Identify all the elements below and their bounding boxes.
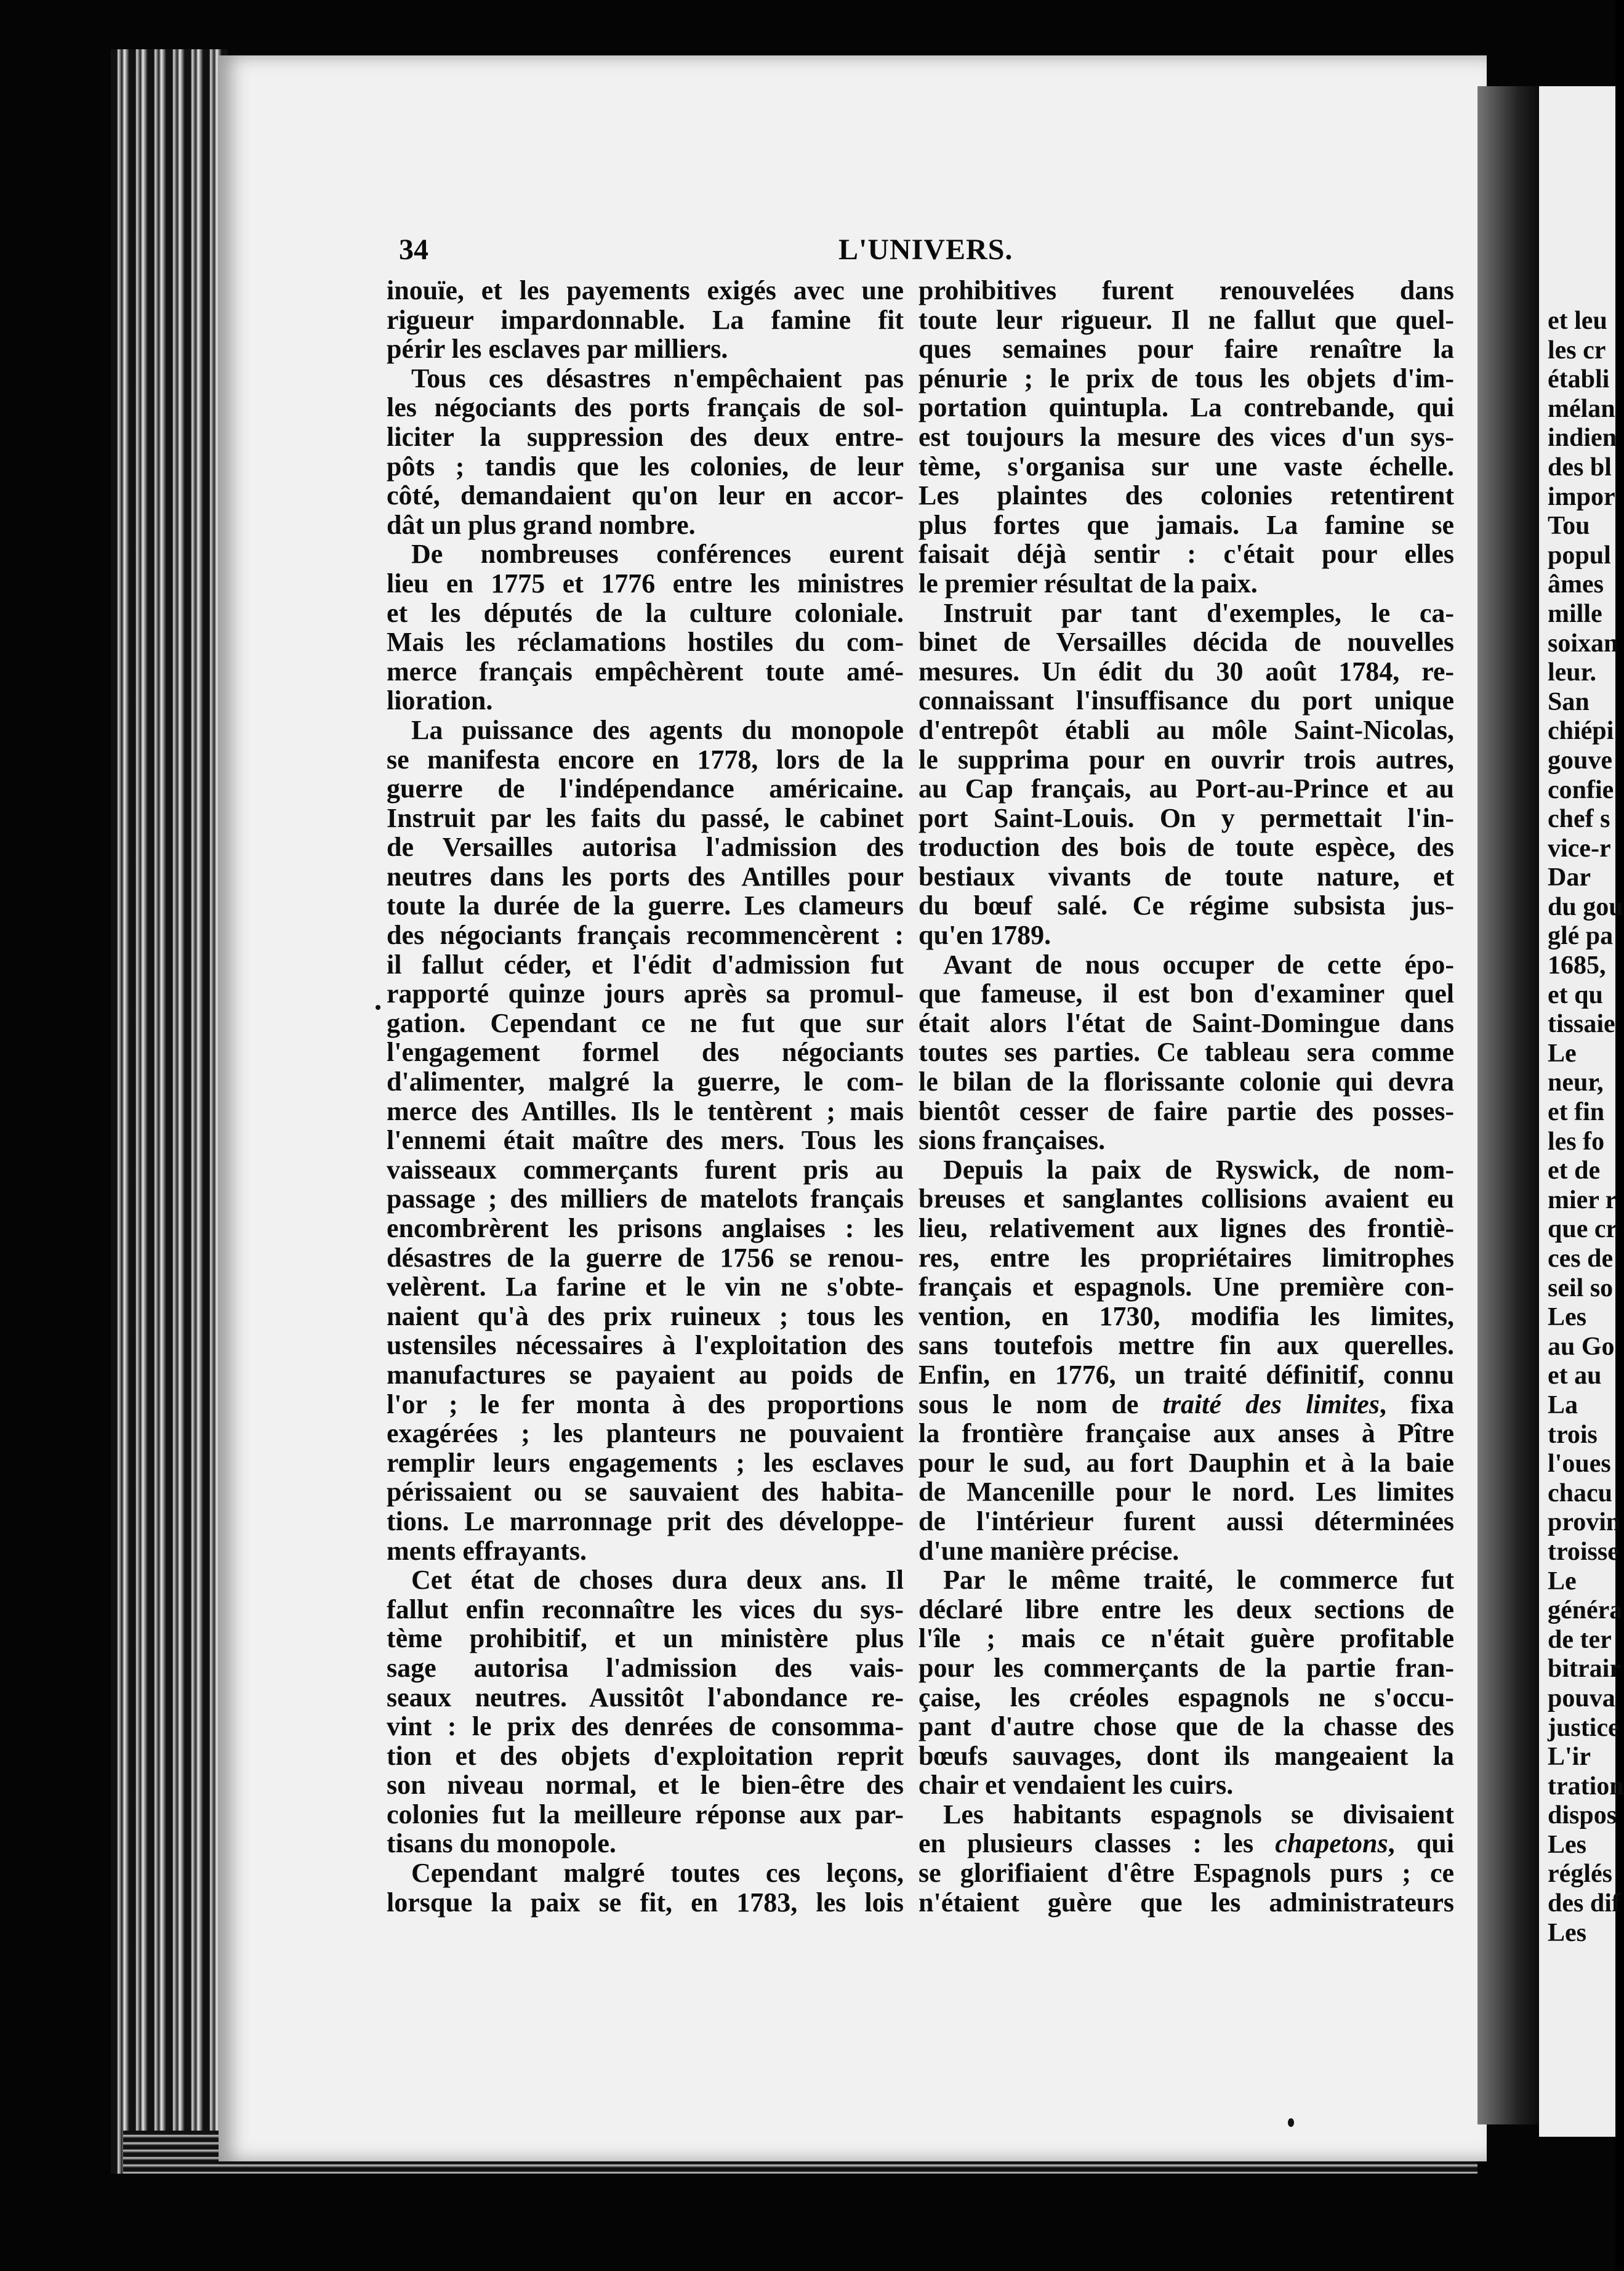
text-line: connaissant l'insuffisance du port unique <box>919 685 1454 716</box>
facing-page-fragment: généra <box>1548 1596 1623 1625</box>
text-line: encombrèrent les prisons anglaises : les <box>387 1213 904 1243</box>
running-title: L'UNIVERS. <box>838 233 1013 266</box>
text-line: naient qu'à des prix ruineux ; tous les <box>387 1301 904 1331</box>
text-line: tème prohibitif, et un ministère plus <box>387 1623 904 1654</box>
facing-page-fragment: des dif <box>1548 1889 1620 1918</box>
text-line: Les habitants espagnols se divisaient <box>943 1799 1454 1829</box>
facing-page-fragment: neur, <box>1548 1068 1604 1097</box>
facing-page-fragment: 1685, <box>1548 951 1606 980</box>
facing-page-fragment: Tou <box>1548 512 1590 541</box>
text-line: Depuis la paix de Ryswick, de nom- <box>943 1154 1454 1185</box>
text-line: des négociants français recommencèrent : <box>387 920 904 951</box>
text-line: inouïe, et les payements exigés avec une <box>387 275 904 305</box>
text-line: de l'intérieur furent aussi déterminées <box>919 1506 1454 1536</box>
text-line: n'étaient guère que les administrateurs <box>919 1887 1454 1918</box>
facing-page-fragment: trois <box>1548 1420 1598 1449</box>
facing-page-fragment: tissaie <box>1548 1010 1615 1039</box>
text-line: ustensiles nécessaires à l'exploitation des <box>387 1330 904 1361</box>
text-line: au Cap français, au Port-au-Prince et au <box>919 773 1454 804</box>
text-line: l'île ; mais ce n'était guère profitable <box>919 1623 1454 1654</box>
text-line: passage ; des milliers de matelots français <box>387 1184 904 1214</box>
text-line: pour les commerçants de la partie fran- <box>919 1652 1454 1683</box>
text-line: le bilan de la florissante colonie qui devra <box>919 1067 1454 1097</box>
text-line: toute la durée de la guerre. Les clameurs <box>387 890 904 921</box>
text-line: Par le même traité, le commerce fut <box>943 1565 1454 1595</box>
text-line: binet de Versailles décida de nouvelles <box>919 627 1454 658</box>
facing-page-fragment: troisse <box>1548 1537 1619 1566</box>
facing-page-fragment: Le <box>1548 1567 1577 1595</box>
facing-page-fragment: glé pa <box>1548 922 1614 951</box>
text-line: pôts ; tandis que les colonies, de leur <box>387 451 904 482</box>
text-line: tisans du monopole. <box>387 1828 616 1859</box>
facing-page-fragment: chacu <box>1548 1478 1612 1507</box>
facing-page-fragment: vice-r <box>1548 834 1611 863</box>
text-line: périssaient ou se sauvaient des habita- <box>387 1477 904 1507</box>
text-line: ments effrayants. <box>387 1535 587 1566</box>
right-column <box>919 276 1454 1917</box>
text-line: la frontière française aux anses à Pître <box>919 1418 1454 1449</box>
text-line: il fallut céder, et l'édit d'admission fut <box>387 949 904 980</box>
text-line: en plusieurs classes : les chapetons, qui <box>919 1828 1454 1859</box>
text-line: neutres dans les ports des Antilles pour <box>387 861 904 892</box>
text-line: res, entre les propriétaires limitrophes <box>919 1242 1454 1273</box>
text-line: faisait déjà sentir : c'était pour elles <box>919 539 1454 570</box>
facing-page-fragment: impor <box>1548 482 1615 511</box>
text-line: portation quintupla. La contrebande, qui <box>919 392 1454 423</box>
text-line: sage autorisa l'admission des vais- <box>387 1652 904 1683</box>
facing-page-fragment: bitrair <box>1548 1655 1621 1684</box>
facing-page-fragment: des bl <box>1548 453 1612 482</box>
facing-page-fragment: mier r <box>1548 1185 1617 1214</box>
text-line: bœufs sauvages, dont ils mangeaient la <box>919 1740 1454 1771</box>
facing-page-fragment: confie <box>1548 775 1614 804</box>
text-line: mesures. Un édit du 30 août 1784, re- <box>919 656 1454 687</box>
facing-page-fragment: et leu <box>1548 307 1607 335</box>
text-line: côté, demandaient qu'on leur en accor- <box>387 480 904 511</box>
text-line: velèrent. La farine et le vin ne s'obte- <box>387 1272 904 1302</box>
facing-page-fragment: établi <box>1548 365 1610 394</box>
facing-page-fragment: soixan <box>1548 629 1618 658</box>
text-line: le premier résultat de la paix. <box>919 568 1258 599</box>
text-line: port Saint-Louis. On y permettait l'in- <box>919 802 1454 833</box>
facing-page-fragment: pouva <box>1548 1684 1615 1712</box>
text-line: l'engagement formel des négociants <box>387 1037 904 1068</box>
text-line: que fameuse, il est bon d'examiner quel <box>919 978 1454 1009</box>
text-line: Les plaintes des colonies retentirent <box>919 480 1454 511</box>
text-line: pénurie ; le prix de tous les objets d'im- <box>919 363 1454 393</box>
text-line: prohibitives furent renouvelées dans <box>919 275 1454 305</box>
facing-page-fragment: et qu <box>1548 980 1603 1009</box>
facing-page-fragment: les fo <box>1548 1127 1605 1156</box>
text-line: bestiaux vivants de toute nature, et <box>919 861 1454 892</box>
text-line: le supprima pour en ouvrir trois autres, <box>919 744 1454 775</box>
text-line: Instruit par tant d'exemples, le ca- <box>943 597 1454 628</box>
facing-page-fragment: âmes <box>1548 570 1604 599</box>
book-page-edges <box>111 49 228 2174</box>
text-line: l'or ; le fer monta à des proportions <box>387 1389 904 1419</box>
text-line: Tous ces désastres n'empêchaient pas <box>411 363 904 393</box>
text-line: sous le nom de traité des limites, fixa <box>919 1389 1454 1419</box>
text-line: tème, s'organisa sur une vaste échelle. <box>919 451 1454 482</box>
facing-page-fragment: ces de <box>1548 1244 1614 1273</box>
facing-page-fragment: du gou <box>1548 892 1623 921</box>
text-line: La puissance des agents du monopole <box>411 714 904 745</box>
facing-page-fragment: seil so <box>1548 1273 1614 1302</box>
text-line: lorsque la paix se fit, en 1783, les lois <box>387 1887 904 1918</box>
facing-page-fragment: Le <box>1548 1039 1577 1068</box>
facing-page-fragment: mille <box>1548 599 1602 628</box>
facing-page-fragment: et au <box>1548 1361 1602 1390</box>
text-line: vint : le prix des denrées de consomma- <box>387 1711 904 1742</box>
text-line: Instruit par les faits du passé, le cabinet <box>387 802 904 833</box>
text-line: Cet état de choses dura deux ans. Il <box>411 1565 904 1595</box>
facing-page-fragment: réglés <box>1548 1860 1612 1889</box>
text-line: lieu, relativement aux lignes des frontiè- <box>919 1213 1454 1243</box>
text-line: breuses et sanglantes collisions avaient eu <box>919 1184 1454 1214</box>
facing-page-fragment: chiépi <box>1548 717 1614 746</box>
text-line: son niveau normal, et le bien-être des <box>387 1770 904 1801</box>
text-line: ques semaines pour faire renaître la <box>919 334 1454 365</box>
text-line: vaisseaux commerçants furent pris au <box>387 1154 904 1185</box>
text-line: toute leur rigueur. Il ne fallut que quel- <box>919 304 1454 335</box>
text-line: se glorifiaient d'être Espagnols purs ; ce <box>919 1858 1454 1889</box>
ink-speck <box>1288 2118 1294 2127</box>
text-line: est toujours la mesure des vices d'un sys- <box>919 421 1454 452</box>
text-line: sans toutefois mettre fin aux querelles. <box>919 1330 1454 1361</box>
facing-page-fragment: gouve <box>1548 746 1612 775</box>
gutter-shadow <box>1477 86 1545 2124</box>
text-line: gation. Cependant ce ne fut que sur <box>387 1007 904 1038</box>
text-line: bientôt cesser de faire partie des posses- <box>919 1095 1454 1126</box>
text-line: vention, en 1730, modifia les limites, <box>919 1301 1454 1331</box>
text-line: de Mancenille pour le nord. Les limites <box>919 1477 1454 1507</box>
text-line: guerre de l'indépendance américaine. <box>387 773 904 804</box>
facing-page-fragment: provin <box>1548 1508 1621 1537</box>
facing-page-fragment: Dar <box>1548 863 1591 892</box>
facing-page-fragment: La <box>1548 1390 1578 1419</box>
text-line: les négociants des ports français de sol- <box>387 392 904 423</box>
text-line: et les députés de la culture coloniale. <box>387 597 904 628</box>
text-line: toutes ses parties. Ce tableau sera comme <box>919 1037 1454 1068</box>
text-line: troduction des bois de toute espèce, des <box>919 832 1454 863</box>
text-line: Cependant malgré toutes ces leçons, <box>411 1858 904 1889</box>
text-line: fallut enfin reconnaître les vices du sys- <box>387 1594 904 1624</box>
text-line: merce des Antilles. Ils le tentèrent ; mais <box>387 1095 904 1126</box>
text-line: liciter la suppression des deux entre- <box>387 421 904 452</box>
text-line: dât un plus grand nombre. <box>387 509 696 540</box>
text-line: se manifesta encore en 1778, lors de la <box>387 744 904 775</box>
facing-page-fragment: dispos <box>1548 1801 1617 1830</box>
facing-page-fragment: et de <box>1548 1156 1601 1185</box>
text-line: d'alimenter, malgré la guerre, le com- <box>387 1067 904 1097</box>
facing-page-fragment: chef s <box>1548 805 1610 834</box>
text-line: lieu en 1775 et 1776 entre les ministres <box>387 568 904 599</box>
text-line: Avant de nous occuper de cette épo- <box>943 949 1454 980</box>
text-line: qu'en 1789. <box>919 920 1051 951</box>
facing-page-fragment: que cr <box>1548 1215 1618 1244</box>
text-line: rigueur impardonnable. La famine fit <box>387 304 904 335</box>
facing-page-fragment: l'oues <box>1548 1450 1611 1478</box>
left-column <box>387 276 904 1917</box>
facing-page-fragment: Les <box>1548 1918 1586 1947</box>
facing-page-fragment: popul <box>1548 541 1611 570</box>
facing-page-fragment: justice <box>1548 1713 1620 1742</box>
text-line: colonies fut la meilleure réponse aux par- <box>387 1799 904 1829</box>
facing-page-fragment: mélan <box>1548 394 1615 423</box>
text-line: plus fortes que jamais. La famine se <box>919 509 1454 540</box>
ink-speck <box>376 1005 380 1010</box>
facing-page-fragment: Les <box>1548 1303 1586 1332</box>
text-line: l'ennemi était maître des mers. Tous les <box>387 1125 904 1156</box>
text-line: périr les esclaves par milliers. <box>387 334 728 365</box>
text-line: lioration. <box>387 685 493 716</box>
facing-page-fragment: au Go <box>1548 1332 1615 1361</box>
facing-page-fragment: les cr <box>1548 336 1606 365</box>
text-line: d'entrepôt établi au môle Saint-Nicolas, <box>919 714 1454 745</box>
facing-page-fragment: et fin <box>1548 1098 1605 1127</box>
text-line: sions françaises. <box>919 1125 1106 1156</box>
text-line: rapporté quinze jours après sa promul- <box>387 978 904 1009</box>
page-number: 34 <box>399 233 428 266</box>
text-line: français et espagnols. Une première con- <box>919 1272 1454 1302</box>
text-line: de Versailles autorisa l'admission des <box>387 832 904 863</box>
facing-page-fragment: indien <box>1548 424 1617 453</box>
text-line: manufactures se payaient au poids de <box>387 1359 904 1390</box>
text-line: Mais les réclamations hostiles du com- <box>387 627 904 658</box>
text-line: Enfin, en 1776, un traité définitif, connu <box>919 1359 1454 1390</box>
text-line: De nombreuses conférences eurent <box>411 539 904 570</box>
text-line: remplir leurs engagements ; les esclaves <box>387 1447 904 1478</box>
facing-page-fragment: de ter <box>1548 1625 1612 1654</box>
text-line: désastres de la guerre de 1756 se renou- <box>387 1242 904 1273</box>
running-head <box>0 233 1615 270</box>
text-line: tion et des objets d'exploitation reprit <box>387 1740 904 1771</box>
facing-page-column <box>1548 307 1624 1948</box>
text-line: pant d'autre chose que de la chasse des <box>919 1711 1454 1742</box>
text-line: exagérées ; les planteurs ne pouvaient <box>387 1418 904 1449</box>
text-line: était alors l'état de Saint-Domingue dans <box>919 1007 1454 1038</box>
facing-page-fragment: L'ir <box>1548 1743 1591 1772</box>
facing-page-fragment: leur. <box>1548 658 1596 687</box>
text-line: chair et vendaient les cuirs. <box>919 1770 1234 1801</box>
facing-page-fragment: tration <box>1548 1772 1624 1801</box>
text-line: merce français empêchèrent toute amé- <box>387 656 904 687</box>
facing-page-fragment: Les <box>1548 1830 1586 1859</box>
text-line: tions. Le marronnage prit des développe- <box>387 1506 904 1536</box>
text-line: du bœuf salé. Ce régime subsista jus- <box>919 890 1454 921</box>
facing-page-fragment: San <box>1548 687 1590 716</box>
text-line: d'une manière précise. <box>919 1535 1180 1566</box>
text-line: seaux neutres. Aussitôt l'abondance re- <box>387 1682 904 1712</box>
text-line: pour le sud, au fort Dauphin et à la baie <box>919 1447 1454 1478</box>
text-line: déclaré libre entre les deux sections de <box>919 1594 1454 1624</box>
text-line: çaise, les créoles espagnols ne s'occu- <box>919 1682 1454 1712</box>
